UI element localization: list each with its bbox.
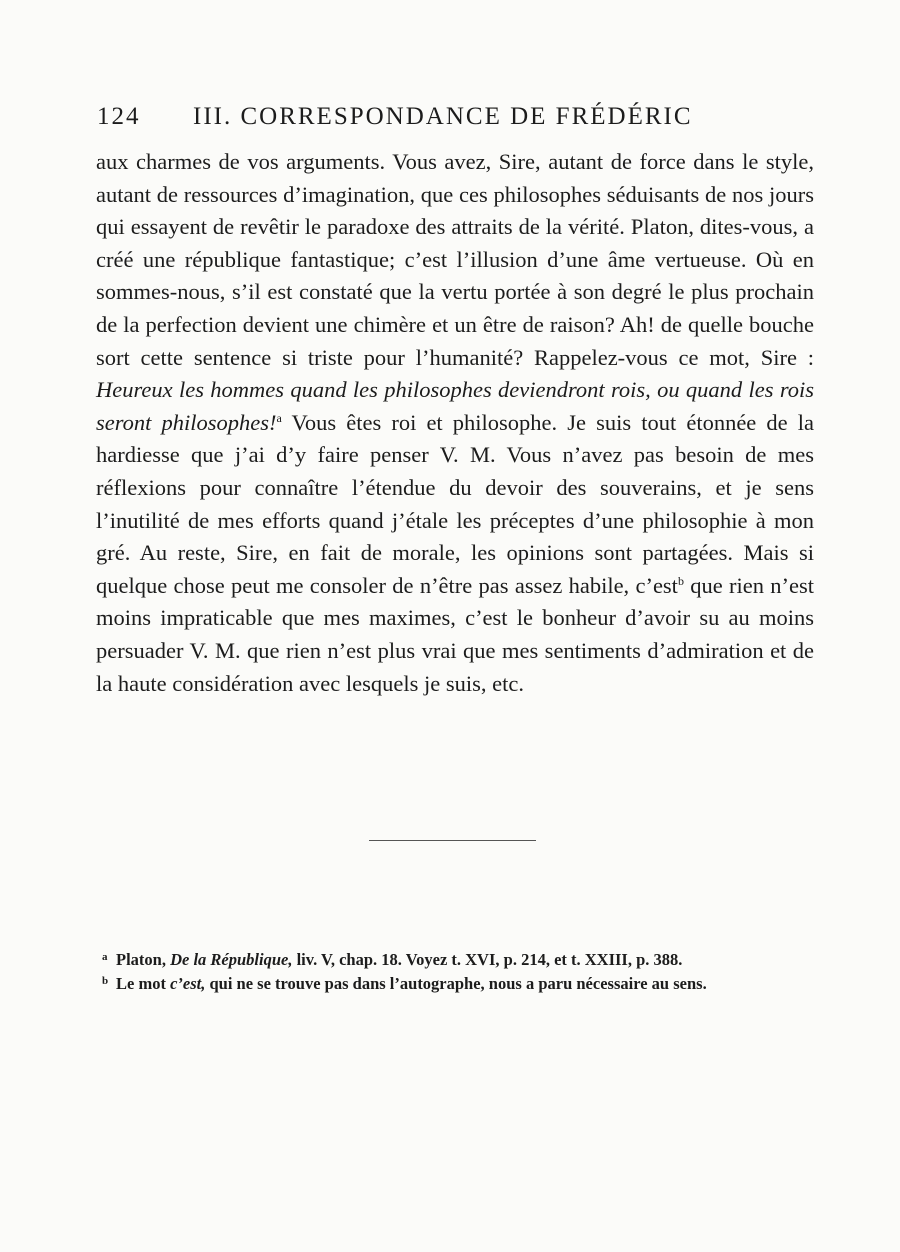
footnote-separator: [369, 840, 536, 841]
footnotes: [102, 948, 816, 996]
running-title: III. CORRESPONDANCE DE FRÉDÉRIC: [193, 103, 693, 130]
footnote-text: liv. V, chap. 18. Voyez t. XVI, p. 214, et t. XXIII, p. 388.: [292, 950, 683, 969]
footnote-text: Platon,: [116, 950, 171, 969]
body-text-part-2: Vous êtes roi et philosophe. Je suis tout étonnée de la hardiesse que j’ai d’y faire penser V. M. Vous n’avez pas besoin de mes réflexions pour connaître l’étendue du devoir des souverains, et je sens l’inutilité de mes efforts quand j’étale les préceptes d’une philosophie à mon gré. Au reste, Sire, en fait de morale, les opinions sont partagées. Mais si quelque chose peut me consoler de n’être pas assez habile, c’est: [96, 409, 814, 598]
footnote-text: Le mot: [116, 974, 171, 993]
letter-paragraph: [96, 146, 814, 700]
footnote-b: [102, 972, 816, 996]
plato-quote: Heureux les hommes quand les philosophes deviendront rois, ou quand les rois seront philosophes!: [96, 377, 814, 435]
footnote-mark: a: [102, 951, 108, 963]
footnote-title: De la République,: [170, 950, 293, 969]
running-header: [97, 103, 737, 131]
footnote-ref-b[interactable]: b: [677, 573, 684, 588]
footnote-a: [102, 948, 816, 972]
footnote-ref-a[interactable]: a: [276, 410, 282, 425]
footnote-text: qui ne se trouve pas dans l’autographe, nous a paru nécessaire au sens.: [205, 974, 707, 993]
letter-body: [96, 146, 814, 700]
body-text-part-3: que rien n’est moins impraticable que mes maximes, c’est le bonheur d’avoir su au moins persuader V. M. que rien n’est plus vrai que mes sentiments d’admiration et de la haute considération avec lesquels je suis, etc.: [96, 572, 814, 696]
page-number: 124: [97, 103, 141, 130]
footnote-mark: b: [102, 975, 109, 987]
footnote-title: c’est,: [170, 974, 206, 993]
body-text-part-1: aux charmes de vos arguments. Vous avez, Sire, autant de force dans le style, autant de ressources d’imagination, que ces philosophes séduisants de nos jours qui essayent de revêtir le paradoxe des attraits de la vérité. Platon, dites-vous, a créé une république fantastique; c’est l’illusion d’une âme vertueuse. Où en sommes-nous, s’il est constaté que la vertu portée à son degré le plus prochain de la perfection devient une chimère et un être de raison? Ah! de quelle bouche sort cette sentence si triste pour l’humanité? Rappelez-vous ce mot, Sire :: [96, 149, 814, 370]
